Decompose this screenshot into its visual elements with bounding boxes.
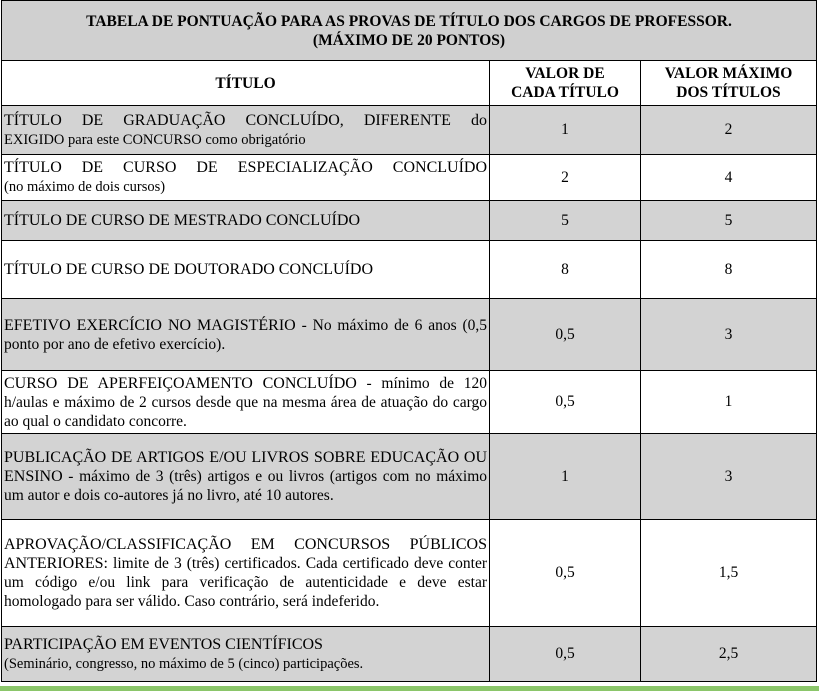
row-value-max: 3 xyxy=(641,434,817,520)
row-title-line1: TÍTULO DE CURSO DE MESTRADO CONCLUÍDO xyxy=(4,212,360,229)
row-title xyxy=(2,371,490,434)
row-value-each: 1 xyxy=(490,106,641,155)
row-title xyxy=(2,241,490,299)
row-value-each: 0,5 xyxy=(490,371,641,434)
row-value-max: 8 xyxy=(641,241,817,299)
row-title xyxy=(2,434,490,520)
row-title xyxy=(2,299,490,371)
table-row xyxy=(2,520,817,627)
table-row xyxy=(2,627,817,682)
header-valor-maximo xyxy=(641,61,817,106)
next-section-strip xyxy=(0,686,819,691)
header-valor-cada-line1: VALOR DE xyxy=(525,65,605,82)
table-row xyxy=(2,201,817,241)
row-title-line1: TÍTULO DE CURSO DE DOUTORADO CONCLUÍDO xyxy=(4,261,374,278)
header-valor-maximo-line1: VALOR MÁXIMO xyxy=(664,65,793,82)
row-value-max: 2,5 xyxy=(641,627,817,682)
row-title xyxy=(2,106,490,155)
row-title-rest: - mínimo de 120 h/aulas e máximo de 2 cursos desde que na mesma área de atuação do cargo ao qual o candidato concorre. xyxy=(4,374,487,430)
row-title xyxy=(2,155,490,201)
row-title-rest: - máximo de 3 (três) artigos e ou livros (artigos com no máximo um autor e dois co-autores já no livro, até 10 autores. xyxy=(4,468,487,504)
table-row xyxy=(2,106,817,155)
row-title-lead: PUBLICAÇÃO DE ARTIGOS E/OU LIVROS SOBRE EDUCAÇÃO OU ENSINO xyxy=(4,449,487,485)
row-value-max: 1,5 xyxy=(641,520,817,627)
table-title-cell xyxy=(2,1,817,61)
row-value-each: 0,5 xyxy=(490,627,641,682)
header-titulo: TÍTULO xyxy=(2,61,490,106)
table-row xyxy=(2,241,817,299)
row-value-each: 0,5 xyxy=(490,520,641,627)
table-subtitle: (MÁXIMO DE 20 PONTOS) xyxy=(312,31,506,49)
row-title-lead: EFETIVO EXERCÍCIO NO MAGISTÉRIO xyxy=(4,316,296,334)
row-title-line1: TÍTULO DE CURSO DE ESPECIALIZAÇÃO CONCLUÍDO xyxy=(4,159,487,176)
row-title-line1: TÍTULO DE GRADUAÇÃO CONCLUÍDO, DIFERENTE do xyxy=(4,111,487,129)
row-title-rest: limite de 3 (três) certificados. Cada certificado deve conter um código e/ou link para verificação de autenticidade e deve estar homologado para ser válido. Caso contrário, será indeferido. xyxy=(4,555,487,610)
row-value-each: 0,5 xyxy=(490,299,641,371)
row-title-line1: PARTICIPAÇÃO EM EVENTOS CIENTÍFICOS xyxy=(4,635,323,653)
table-header-row xyxy=(2,61,817,106)
row-title-line2: EXIGIDO para este CONCURSO como obrigatório xyxy=(4,131,306,148)
header-valor-maximo-line2: DOS TÍTULOS xyxy=(676,84,781,101)
row-value-each: 1 xyxy=(490,434,641,520)
row-title-line2: (no máximo de dois cursos) xyxy=(4,179,166,195)
row-title xyxy=(2,627,490,682)
row-title-line2: (Seminário, congresso, no máximo de 5 (cinco) participações. xyxy=(4,655,364,672)
table-title: TABELA DE PONTUAÇÃO PARA AS PROVAS DE TÍTULO DOS CARGOS DE PROFESSOR. xyxy=(86,12,732,30)
row-title-rest: - No máximo de 6 anos (0,5 ponto por ano de efetivo exercício). xyxy=(4,316,488,353)
table-row xyxy=(2,434,817,520)
table-row xyxy=(2,155,817,201)
row-value-max: 2 xyxy=(641,106,817,155)
row-value-each: 5 xyxy=(490,201,641,241)
row-value-each: 2 xyxy=(490,155,641,201)
row-value-max: 1 xyxy=(641,371,817,434)
row-value-max: 3 xyxy=(641,299,817,371)
row-value-max: 4 xyxy=(641,155,817,201)
table-row xyxy=(2,299,817,371)
row-value-each: 8 xyxy=(490,241,641,299)
scoring-table xyxy=(1,0,817,682)
row-value-max: 5 xyxy=(641,201,817,241)
table-title-row xyxy=(2,1,817,61)
row-title xyxy=(2,201,490,241)
header-valor-cada-line2: CADA TÍTULO xyxy=(511,84,619,101)
header-valor-cada xyxy=(490,61,641,106)
row-title-lead: CURSO DE APERFEIÇOAMENTO CONCLUÍDO xyxy=(4,374,357,392)
table-row xyxy=(2,371,817,434)
row-title-lead: APROVAÇÃO/CLASSIFICAÇÃO EM CONCURSOS PÚBLICOS ANTERIORES: xyxy=(4,536,487,572)
row-title xyxy=(2,520,490,627)
